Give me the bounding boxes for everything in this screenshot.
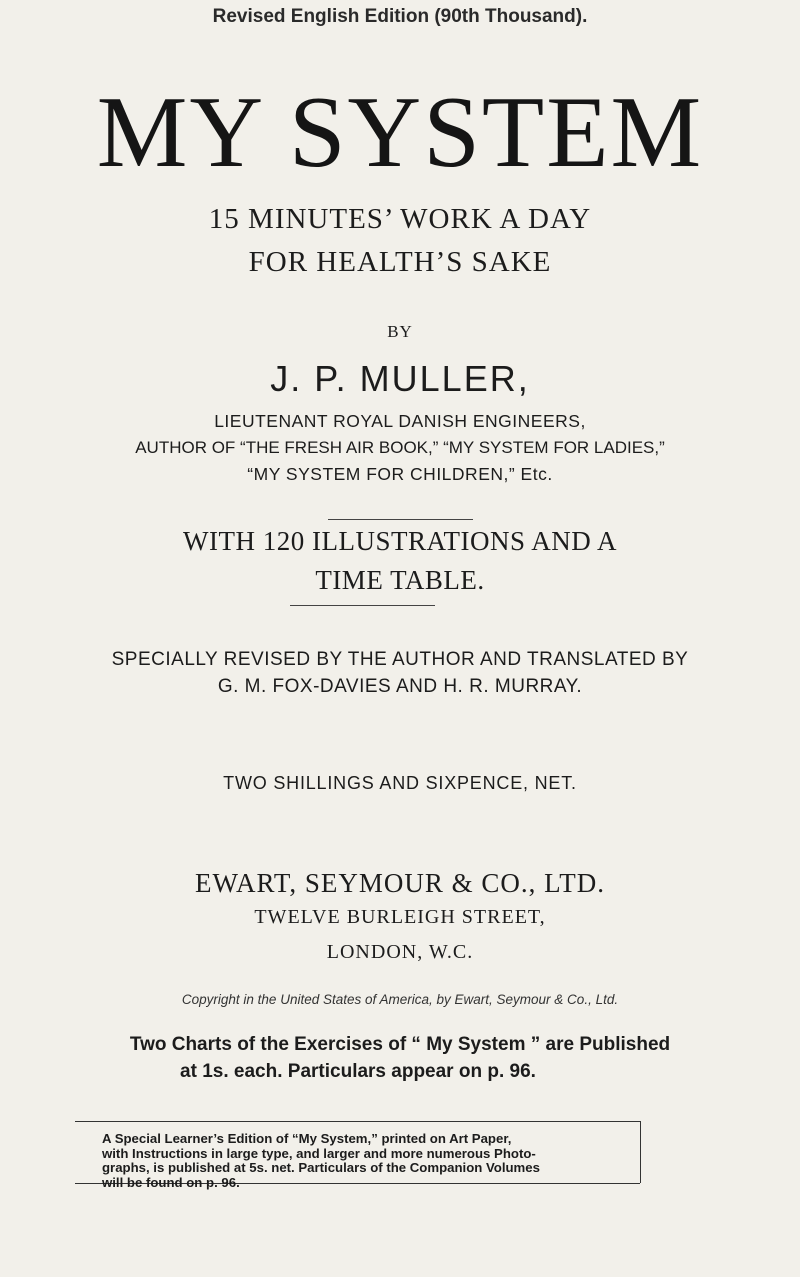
address-line-1: TWELVE BURLEIGH STREET, (254, 906, 546, 928)
by-label: BY (387, 322, 413, 341)
author-credits-line-2: AUTHOR OF “THE FRESH AIR BOOK,” “MY SYSTEM FOR LADIES,” (135, 438, 665, 457)
address-line-2: LONDON, W.C. (326, 941, 474, 963)
box-note-line-4: will be found on p. 96. (102, 1174, 240, 1190)
edition-line: Revised English Edition (90th Thousand). (212, 6, 588, 27)
charts-note-line-2: at 1s. each. Particulars appear on p. 96. (180, 1061, 536, 1082)
subtitle-line-1: 15 MINUTES’ WORK A DAY (208, 203, 592, 235)
author-credits-line-1: LIEUTENANT ROYAL DANISH ENGINEERS, (214, 411, 586, 431)
subtitle-line-2: FOR HEALTH’S SAKE (248, 246, 552, 278)
box-note-line-3: graphs, is published at 5s. net. Particulars of the Companion Volumes (102, 1160, 540, 1175)
special-edition-note (102, 1132, 637, 1190)
book-title: MY SYSTEM (96, 76, 704, 189)
illustrations-line-2: TIME TABLE. (315, 565, 485, 595)
revision-line-2: G. M. FOX-DAVIES AND H. R. MURRAY. (217, 676, 583, 697)
publisher-name: EWART, SEYMOUR & CO., LTD. (195, 868, 605, 898)
author-credits-line-3: “MY SYSTEM FOR CHILDREN,” Etc. (247, 464, 553, 484)
revision-line-1: SPECIALLY REVISED BY THE AUTHOR AND TRANSLATED BY (111, 649, 689, 670)
box-right-border (640, 1121, 641, 1183)
box-top-border (75, 1121, 640, 1122)
box-note-line-2: with Instructions in large type, and larger and more numerous Photo- (102, 1145, 536, 1161)
box-note-line-1: A Special Learner’s Edition of “My System,” printed on Art Paper, (102, 1131, 512, 1146)
divider-rule-2 (290, 605, 435, 606)
divider-rule-1 (328, 519, 473, 520)
illustrations-line-1: WITH 120 ILLUSTRATIONS AND A (183, 526, 617, 556)
charts-note-line-1: Two Charts of the Exercises of “ My System ” are Published (129, 1034, 671, 1055)
price-line: TWO SHILLINGS AND SIXPENCE, NET. (223, 773, 577, 793)
author-name: J. P. MULLER, (270, 358, 530, 399)
copyright-line: Copyright in the United States of America, by Ewart, Seymour & Co., Ltd. (181, 992, 619, 1007)
